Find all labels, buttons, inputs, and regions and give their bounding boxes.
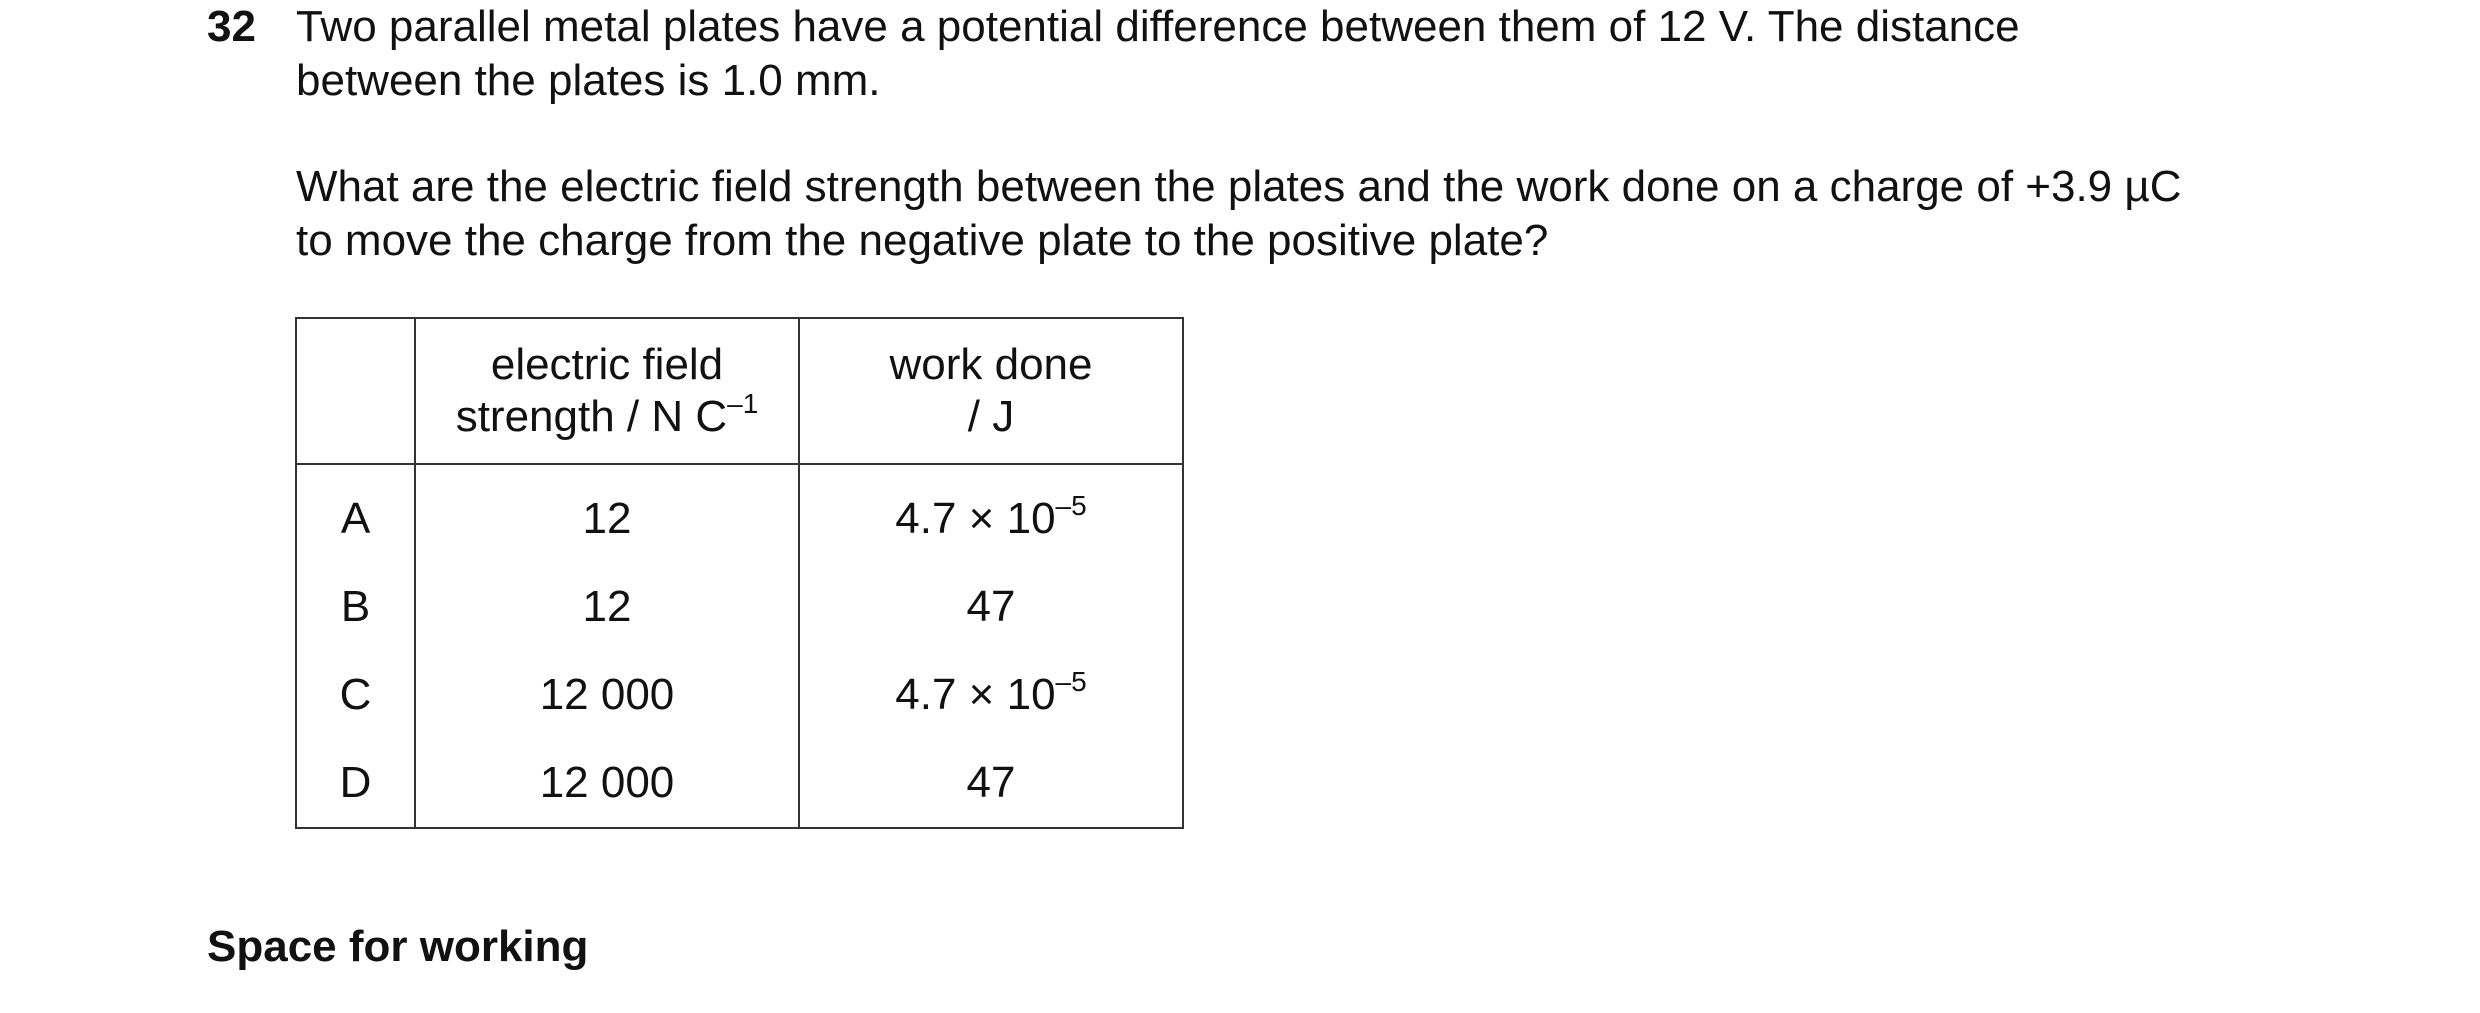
work-exponent: –5 — [1055, 490, 1087, 521]
option-field-value: 12 — [415, 563, 799, 651]
option-letter: C — [296, 651, 415, 739]
option-row-d — [296, 739, 1183, 828]
table-header-row — [296, 318, 1183, 464]
header-field-line-1: electric field — [490, 340, 724, 389]
option-field-value: 12 000 — [415, 739, 799, 828]
option-row-a — [296, 464, 1183, 563]
question-prompt — [296, 160, 2276, 268]
header-work-line-2: / J — [967, 392, 1015, 441]
work-base: 4.7 × 10 — [895, 494, 1056, 543]
question-prompt-line-2: to move the charge from the negative plate to the positive plate? — [296, 216, 1549, 265]
option-row-c — [296, 651, 1183, 739]
space-for-working-label: Space for working — [207, 922, 589, 971]
header-field-strength — [415, 318, 799, 464]
option-work-value — [799, 651, 1183, 739]
header-field-unit: strength / N C — [455, 392, 728, 441]
option-field-value: 12 — [415, 464, 799, 563]
option-letter: A — [296, 464, 415, 563]
answer-options-table — [295, 317, 1184, 829]
header-work-line-1: work done — [889, 340, 1093, 389]
question-intro-line-2: between the plates is 1.0 mm. — [296, 56, 881, 105]
question-prompt-line-1: What are the electric field strength between the plates and the work done on a charge of +3.9 µC — [296, 162, 2182, 211]
option-row-b — [296, 563, 1183, 651]
option-work-value — [799, 464, 1183, 563]
option-letter: D — [296, 739, 415, 828]
option-work-value — [799, 563, 1183, 651]
option-work-value — [799, 739, 1183, 828]
question-intro-line-1: Two parallel metal plates have a potential difference between them of 12 V. The distance — [296, 2, 2020, 51]
work-base: 4.7 × 10 — [895, 670, 1056, 719]
work-exponent: –5 — [1055, 666, 1087, 697]
question-number: 32 — [207, 2, 256, 51]
header-field-exponent: –1 — [727, 388, 759, 419]
question-intro — [296, 0, 2276, 108]
header-work-done — [799, 318, 1183, 464]
option-letter: B — [296, 563, 415, 651]
work-base: 47 — [966, 758, 1016, 807]
work-base: 47 — [966, 582, 1016, 631]
header-field-line-2 — [416, 388, 798, 443]
header-blank-cell — [296, 318, 415, 464]
option-field-value: 12 000 — [415, 651, 799, 739]
